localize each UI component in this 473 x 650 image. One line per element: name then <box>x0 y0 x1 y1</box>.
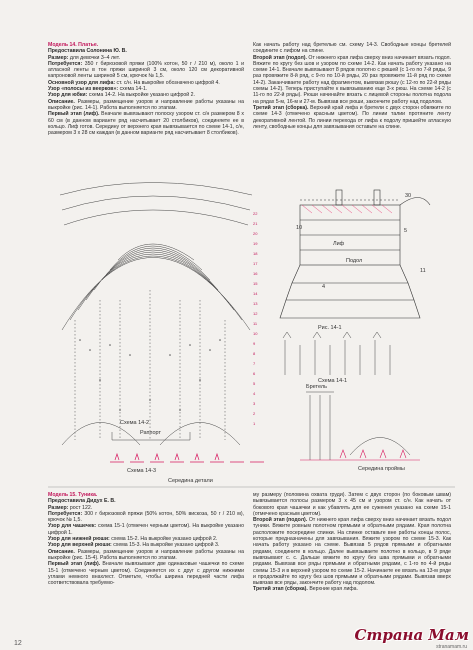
middle-back-label: Середина проймы <box>358 466 405 472</box>
model14-size-label: Размер: <box>48 54 69 61</box>
model15-first-label: Первый этап (лиф). <box>48 561 101 568</box>
scheme-14-1-label: Схема 14-1 <box>318 378 348 384</box>
model15-lower-value: схема 15-2. На выкройке указано цифрой 2. <box>111 536 218 543</box>
model14-second-label: Второй этап (подол). <box>253 54 307 61</box>
model14-third-label: Третий этап (сборка). <box>253 104 309 111</box>
dress-pattern-schematic <box>280 190 430 318</box>
svg-text:7: 7 <box>253 361 256 366</box>
model14-desc-value: Размеры, размещение узоров и направление работы указаны на выкройке (рис. 14-1). Работа выполняется по этапам. <box>48 98 244 111</box>
svg-text:15: 15 <box>253 281 258 286</box>
model14-first-value: Вначале вывязывают полоску узором ст. с/н размером 8 х 60 см (в данном варианте ряд насчитывает 20 столбиков), соединяете ее в кольцо. Лиф готов. Середину от верхнего края вывязывается по схеме 14-1, с/н, размером 3 х 28 см каждая (в данном варианте ряд насчитывает 8 столбиков). <box>48 111 245 137</box>
svg-text:17: 17 <box>253 261 258 266</box>
model15-right-column <box>253 492 451 593</box>
row-numbers <box>253 211 258 426</box>
dim-top-label: 30 <box>405 193 412 199</box>
model15-third-label: Третий этап (сборка). <box>253 586 308 593</box>
svg-text:2: 2 <box>253 411 256 416</box>
scheme-14-2-label: Схема 14-2 <box>120 420 150 426</box>
strap-chart <box>306 392 410 460</box>
watermark-url: stranamam.ru <box>436 644 467 650</box>
model14-stripes-label: Узор «полосы из веерков»: <box>48 86 119 93</box>
svg-text:21: 21 <box>253 221 258 226</box>
svg-text:14: 14 <box>253 291 258 296</box>
model14-main-label: Основной узор для лифа: <box>48 79 116 86</box>
svg-text:22: 22 <box>253 211 258 216</box>
svg-text:12: 12 <box>253 311 258 316</box>
model15-left-column <box>48 492 244 586</box>
model14-skirt-value: схема 14-2. На выкройке указано цифрой 2. <box>88 92 195 99</box>
model14-desc-label: Описание. <box>48 98 75 105</box>
model15-need-label: Потребуется: <box>48 510 83 517</box>
model14-second-value: От нижнего края лифа сверху вниз начинает вязать подол. Вяжите по кругу без шов и узором по схеме 14-2. Как начать работу указано на схеме 14-1. Вначале вывязывают 8 рядов полотно с рюшей (с 1-го по 7-й ряды, 9 раз провяжите 8-й ряд, с 9-го по 10-й ряды, 20 раз провяжите 11-й ряд по схеме 14-2). Заканчиваете работу над фрагментом, вывязав рюшу (с 12-го по 22-й ряды схемы 14-2). Теперь приступайте к вывязыванию еще 3-х рюш. На схеме 14-2 (с 11-го по 22-й ряды). Рюши начинайте вязать с лицевой стороны полотна подола на рядах 5-м, 16-м и 27-м. Вывязав все рюши, закончите работу над подолом. <box>253 54 451 105</box>
svg-text:16: 16 <box>253 271 258 276</box>
model15-desc-value: Размеры, размещение узоров и направление работы указаны на выкройке (рис. 15-4). Работа выполняется по этапам. <box>48 548 244 561</box>
schematic-hatch <box>302 205 392 213</box>
svg-text:4: 4 <box>253 391 256 396</box>
model14-main-value: ст. с/н. На выкройке обозначено цифрой 4. <box>116 79 220 86</box>
model15-col2-intro: му размеру (половина охвата груди). Затем с двух сторон (по боковым швам) вывязывается полосы размером 3 х 45 см и узором ст. с/н. Как начать от бокового края чашечки и как убавлять для ее сужения указано на схеме 15-1 (отмечено красным цветом). <box>253 492 451 517</box>
model15-size-label: Размер: <box>48 504 69 511</box>
watermark-logo: Страна Мам <box>354 626 469 644</box>
model15-cups-value: схема 15-1 (отмечен черным цветом). На выкройке указано цифрой 1. <box>48 523 244 536</box>
model15-third-value: Верхние края лифа. <box>309 586 358 593</box>
svg-text:8: 8 <box>253 351 256 356</box>
dim-side-label: 11 <box>420 268 426 274</box>
skirt-chart-14-2 <box>60 183 252 446</box>
model14-need-value: 350 г бирюзовой пряжи (100% котон, 50 г / 210 м), около 1 и атласной ленты в тон пряжи шириной 3 см, около 120 см декоративной капроновой ленты шириной 5 см, крючок № 1,5. <box>48 60 244 80</box>
model14-title: Модель 14. Платье. <box>48 42 99 48</box>
svg-text:6: 6 <box>253 371 256 376</box>
scheme-14-1-chart <box>283 332 390 375</box>
svg-text:9: 9 <box>253 341 256 346</box>
model15-need-value: 300 г бирюзовой пряжи (50% котон, 50% вискоза, 50 г / 210 м), крючок № 1,5. <box>48 510 244 524</box>
model14-stripes-value: схема 14-1. <box>119 86 148 93</box>
model15-desc-label: Описание. <box>48 548 75 555</box>
model15-second-label: Второй этап (подол). <box>253 517 308 524</box>
model14-first-label: Первый этап (лиф). <box>48 111 100 118</box>
model14-third-value: Верхний край лифа и бретели с двух сторон обвяжите по схеме 14-3 (отмечено красным цветом). По линии талии протяните ленту декоративной лентой. По линии перехода от лифа к подолу пришейте атласную ленту, свободные концы для завязывания оставьте на спине. <box>253 104 451 130</box>
dim-height-label: 10 <box>296 225 303 231</box>
svg-text:20: 20 <box>253 231 258 236</box>
svg-text:19: 19 <box>253 241 258 246</box>
model15-second-value: От нижнего края лифа сверху вниз начинает вязать подол туники. Вяжите ровным полотном прямыми и обратными рядами. Края полотна расположите посередине спинки. На спинке оставьте вне работы концы полос, которые предназначены для завязывания. Вяжите узором по схеме 15-3. Как начать работу указано на схеме. Вывязав 5 рядов прямыми и обратными рядами, соедините в кольцо. Далее вывязываете полотно в кольцо, в 9 ряде вывязывают с. с. Дальше вяжите по кругу без шва прямыми и обратными рядами. Вывязав все ряды прямыми и обратными рядами, с 1-го по 4-й ряды схемы 15-3 и в верхней узором по схеме 15-2. Начинаете ее вязать на 13-м ряде и продолжайте по кругу без шов прямыми и обратными рядами. Вывязав вверх вывязав все ряды, закончите работу над подолом. <box>253 517 451 587</box>
podol-label: Подол <box>346 258 363 264</box>
svg-text:10: 10 <box>253 331 258 336</box>
model15-first-value: Вначале вывязывают две одинаковые чашечки по схеме 15-1 (отмечено черным цветом). Соединяется их с друг с другом нижними углами немного внахлест. Отметьте, чтобы ширина передней части лифа соответствовала требуемо- <box>48 561 244 587</box>
svg-text:1: 1 <box>253 421 256 426</box>
num-4-label: 4 <box>322 284 326 290</box>
model14-skirt-label: Узор для юбки: <box>48 92 88 99</box>
model15-title: Модель 15. Туника. <box>48 492 98 498</box>
svg-text:11: 11 <box>253 321 258 326</box>
strap-chart-pink <box>300 450 420 460</box>
dim-5-label: 5 <box>404 228 408 234</box>
svg-text:13: 13 <box>253 301 258 306</box>
page-number: 12 <box>14 640 22 647</box>
middle-part-label: Середина детали <box>168 478 213 484</box>
model14-need-label: Потребуется: <box>48 60 83 67</box>
model14-col2-intro: Как начать работу над бретелью см. схему 14-3. Свободные концы бретелей соедините с лифом на спине. <box>253 42 451 55</box>
model15-upper-value: схема 15-3. На выкройке указано цифрой 3. <box>113 542 220 549</box>
svg-text:5: 5 <box>253 381 256 386</box>
model15-size-value: рост 122. <box>69 504 93 511</box>
scheme-14-3-row <box>110 454 264 462</box>
model15-lower-label: Узор для нижней рюши: <box>48 536 110 543</box>
strap-label: Бретель <box>306 384 327 390</box>
model15-author: Предоставила Дидух Е. В. <box>48 498 116 505</box>
rapport-label: Раппорт <box>140 430 162 436</box>
model15-upper-label: Узор для верхней рюши: <box>48 542 112 549</box>
model15-cups-label: Узор для чашечек: <box>48 523 97 530</box>
scheme-14-3-label: Схема 14-3 <box>127 468 157 474</box>
fig-14-1-label: Рис. 14-1 <box>318 325 342 331</box>
lif-label: Лиф <box>333 241 345 247</box>
svg-text:18: 18 <box>253 251 258 256</box>
svg-text:3: 3 <box>253 401 256 406</box>
model14-size-value: для девочки 3–4 лет. <box>69 54 120 61</box>
model14-author: Предоставила Солонина Ю. В. <box>48 48 127 55</box>
